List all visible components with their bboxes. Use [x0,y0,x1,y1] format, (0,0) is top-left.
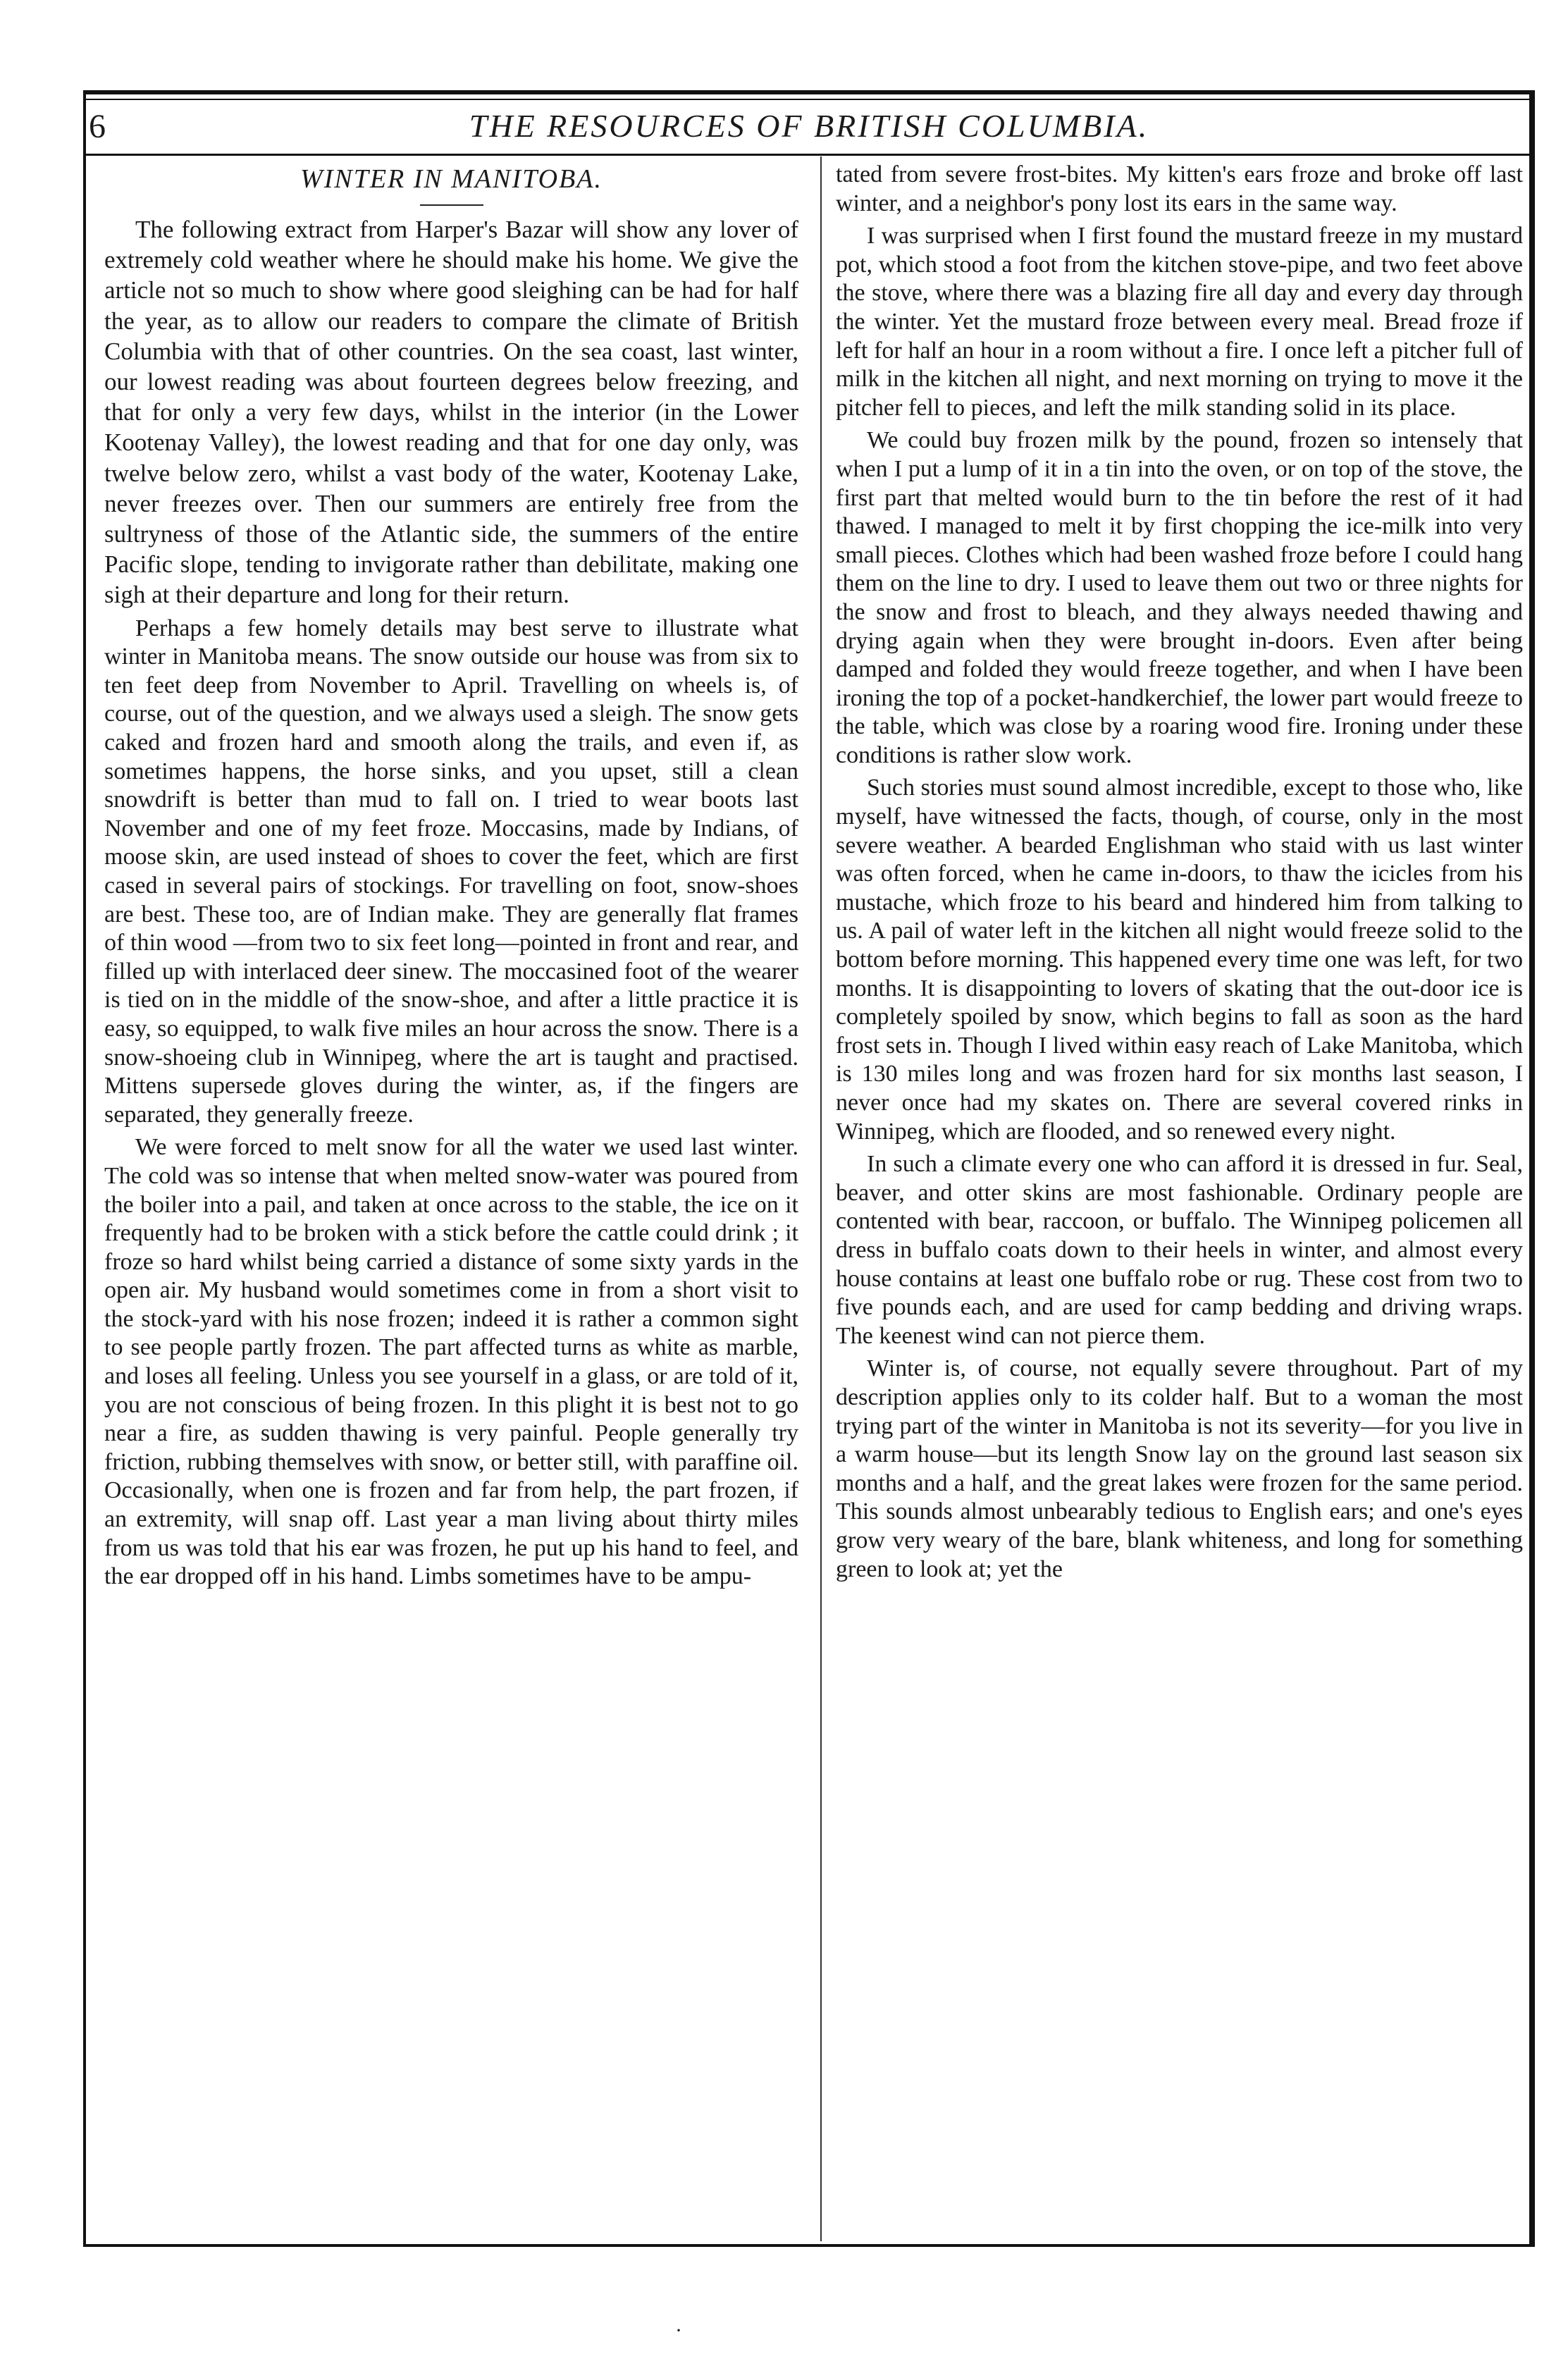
column-divider [820,156,822,2241]
body-paragraph-continued: tated from severe frost-bites. My kitten's ears froze and broke off last winter, and a neighbor's pony lost its ears in the same way. [836,161,1523,216]
footer-mark: · [675,2319,682,2342]
page-number: 6 [89,108,106,145]
page-header [83,104,1535,151]
body-paragraph: Such stories must sound almost incredible, except to those who, like myself, have witnessed the facts, though, of course, only in the most severe weather. A bearded Englishman who staid with us last winter was often forced, when he came in-doors, to thaw the icicles from his mustache, which froze to his beard and hindered him from talking to us. A pail of water left in the kitchen all night would freeze solid to the bottom before morning. This happened every time one was left, for two months. It is disappointing to lovers of skating that the out-door ice is completely spoiled by snow, which begins to fall as soon as the hard frost sets in. Though I lived within easy reach of Lake Manitoba, which is 130 miles long and was frozen hard for six months last season, I never once had my skates on. There are several covered rinks in Winnipeg, which are flooded, and so renewed every night. [836,775,1523,1145]
right-column [836,161,1523,1588]
right-border-rule [1529,90,1535,2247]
top-border-rule [83,90,1535,94]
article-title: WINTER IN MANITOBA. [300,164,603,194]
body-paragraph: Perhaps a few homely details may best serve to illustrate what winter in Manitoba means. The snow outside our house was from six to ten feet deep from November to April. Travelling on wheels is, of course, out of the question, and we always used a sleigh. The snow gets caked and frozen hard and smooth along the trails, and even if, as sometimes happens, the horse sinks, and you upset, still a clean snowdrift is better than mud to fall on. I tried to wear boots last November and one of my feet froze. Moccasins, made by Indians, of moose skin, are used instead of shoes to cover the feet, which are first cased in several pairs of stockings. For travelling on foot, snow-shoes are best. These too, are of Indian make. They are generally flat frames of thin wood —from two to six feet long—pointed in front and rear, and filled up with interlaced deer sinew. The moccasined foot of the wearer is tied on in the middle of the snow-shoe, and after a little practice it is easy, so equipped, to walk five miles an hour across the snow. There is a snow-shoeing club in Winnipeg, where the art is taught and practised. Mittens supersede gloves during the winter, as, if the fingers are separated, they generally freeze. [104,615,798,1128]
body-paragraph: In such a climate every one who can afford it is dressed in fur. Seal, beaver, and otter skins are most fashionable. Ordinary people are contented with bear, raccoon, or buffalo. The Winnipeg policemen all dress in buffalo coats down to their heels in winter, and almost every house contains at least one buffalo robe or rug. These cost from two to five pounds each, and are used for camp bedding and driving wraps. The keenest wind can not pierce them. [836,1151,1523,1349]
top-border-rule-thin [83,99,1535,100]
left-border-rule [83,90,86,2247]
bottom-border-rule [83,2244,1535,2247]
header-rule [83,154,1535,156]
body-paragraph: We were forced to melt snow for all the water we used last winter. The cold was so intense that when melted snow-water was poured from the boiler into a pail, and taken at once across to the stable, the ice on it frequently had to be broken with a stick before the cattle could drink ; it froze so hard whilst being carried a distance of some sixty yards in the open air. My husband would sometimes come in from a short visit to the stock-yard with his nose frozen; indeed it is rather a common sight to see people partly frozen. The part affected turns as white as marble, and loses all feeling. Unless you see yourself in a glass, or are told of it, you are not conscious of being frozen. In this plight it is best not to go near a fire, as sudden thawing is very painful. People generally try friction, rubbing themselves with snow, or better still, with paraffine oil. Occasionally, when one is frozen and far from help, the part frozen, if an extremity, will snap off. Last year a man living about thirty miles from us was told that his ear was frozen, he put up his hand to feel, and the ear dropped off in his hand. Limbs sometimes have to be ampu- [104,1134,798,1590]
body-paragraph: We could buy frozen milk by the pound, frozen so intensely that when I put a lump of it in a tin into the oven, or on top of the stove, the first part that melted would burn to the tin before the rest of it had thawed. I managed to melt it by first chopping the ice-milk into very small pieces. Clothes which had been washed froze before I could hang them on the line to dry. I used to leave them out two or three nights for the snow and frost to bleach, and they always needed thawing and drying again when they were brought in-doors. Even after being damped and folded they would freeze together, and when I have been ironing the top of a pocket-handkerchief, the lower part would freeze to the table, which was close by a roaring wood fire. Ironing under these conditions is rather slow work. [836,427,1523,768]
body-paragraph: Winter is, of course, not equally severe throughout. Part of my description applies only to its colder half. But to a woman the most trying part of the winter in Manitoba is not its severity—for you live in a warm house—but its length Snow lay on the ground last season six months and a half, and the great lakes were frozen for the same period. This sounds almost unbearably tedious to English ears; and one's eyes grow very weary of the bare, blank whiteness, and long for something green to look at; yet the [836,1355,1523,1582]
title-rule [420,204,483,206]
body-paragraph: I was surprised when I first found the mustard freeze in my mustard pot, which stood a foot from the kitchen stove-pipe, and two feet above the stove, where there was a blazing fire all day and every day through the winter. Yet the mustard froze between every meal. Bread froze if left for half an hour in a room without a fire. I once left a pitcher full of milk in the kitchen all night, and next morning on trying to move it the pitcher fell to pieces, and left the milk standing solid in its place. [836,223,1523,421]
running-title: THE RESOURCES OF BRITISH COLUMBIA. [469,108,1149,144]
newspaper-page [83,90,1535,2247]
left-column [104,161,798,1596]
intro-paragraph: The following extract from Harper's Bazar will show any lover of extremely cold weather where he should make his home. We give the article not so much to show where good sleighing can be had for half the year, as to allow our readers to compare the climate of British Columbia with that of other countries. On the sea coast, last winter, our lowest reading was about fourteen degrees below freezing, and that for only a very few days, whilst in the interior (in the Lower Kootenay Valley), the lowest reading and that for one day only, was twelve below zero, whilst a vast body of the water, Kootenay Lake, never freezes over. Then our summers are entirely free from the sultryness of those of the Atlantic side, the summers of the entire Pacific slope, tending to invigorate rather than debilitate, making one sigh at their departure and long for their return. [104,216,798,609]
